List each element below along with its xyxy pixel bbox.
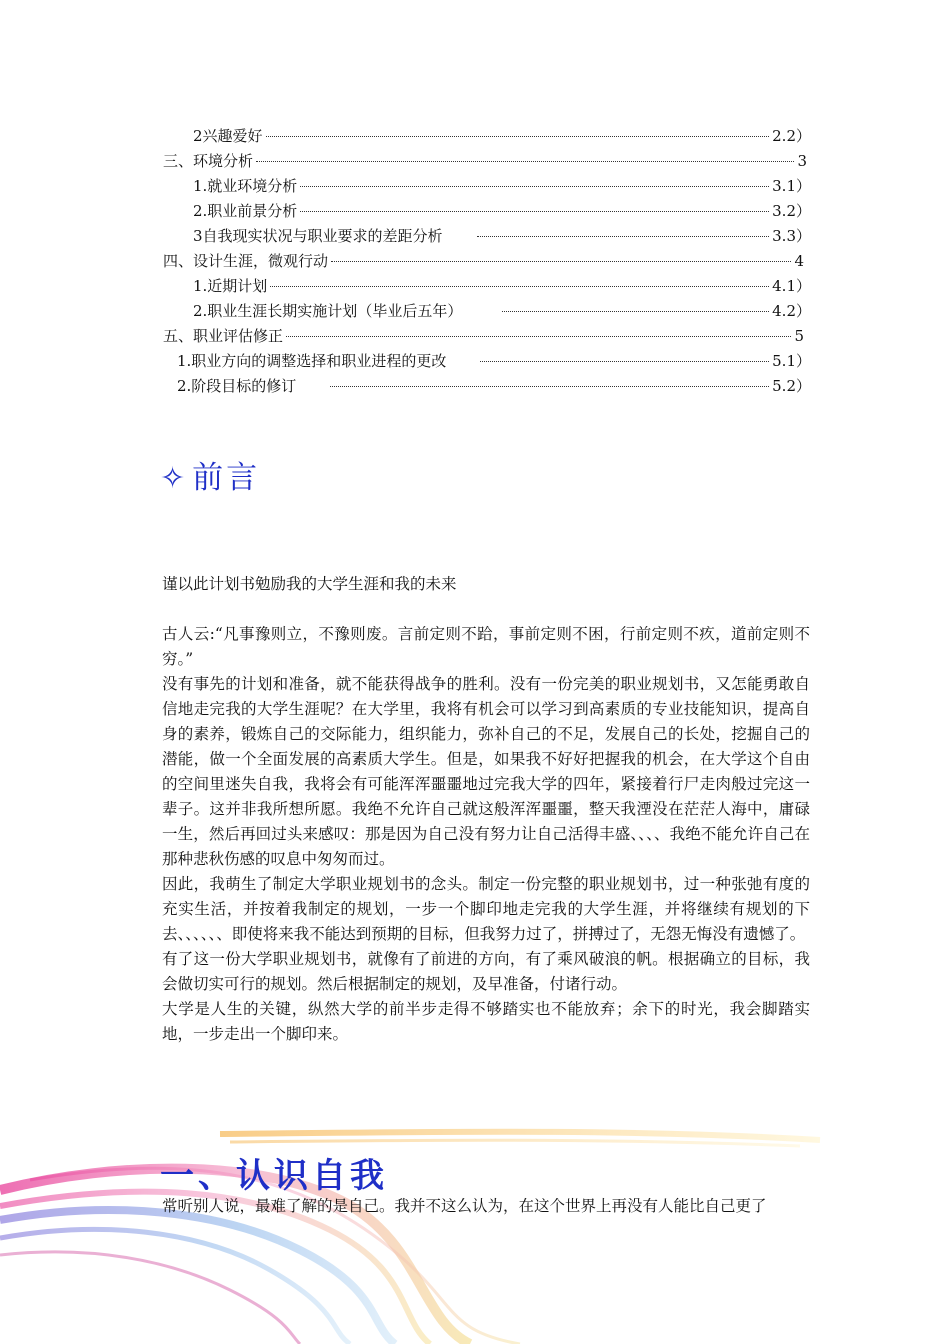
toc-leader-dots [480, 361, 769, 362]
toc-leader-dots [331, 261, 791, 262]
preface-dedication [162, 572, 810, 597]
sparkle-star-icon: ✧ [160, 461, 189, 496]
toc-leader-dots [300, 211, 769, 212]
toc-entry[interactable] [193, 301, 811, 323]
preface-body [162, 622, 810, 1047]
toc-entry[interactable] [177, 351, 811, 373]
toc-entry-page: 5.1） [772, 352, 811, 370]
toc-entry-page: 4.2） [772, 302, 811, 320]
toc-entry[interactable] [177, 376, 811, 398]
toc-leader-dots [256, 161, 794, 162]
toc-entry-title: 1.近期计划 [193, 277, 268, 295]
toc-leader-dots [330, 386, 769, 387]
preface-paragraph: 因此，我萌生了制定大学职业规划书的念头。制定一份完整的职业规划书，过一种张弛有度的充实生活，并按着我制定的规划，一步一个脚印地走完我的大学生涯，并将继续有规划的下去、、、、、、即使将来我不能达到预期的目标，但我努力过了，拼搏过了，无怨无悔没有遗憾了。 [162, 875, 810, 943]
toc-entry[interactable] [193, 276, 811, 298]
preface-title: 前言 [192, 460, 261, 496]
toc-entry-page: 2.2） [772, 127, 811, 145]
toc-entry-title: 2.职业生涯长期实施计划（毕业后五年） [193, 302, 463, 320]
toc-entry[interactable] [193, 226, 811, 248]
toc-entry-page: 4 [794, 252, 804, 270]
toc-entry-title: 三、环境分析 [163, 152, 254, 170]
toc-entry-page: 3.1） [772, 177, 811, 195]
toc-entry[interactable] [163, 326, 804, 348]
toc-entry-page: 4.1） [772, 277, 811, 295]
toc-entry-page: 3 [797, 152, 807, 170]
toc-leader-dots [286, 336, 791, 337]
preface-heading [160, 452, 260, 497]
toc-entry-title: 2兴趣爱好 [193, 127, 263, 145]
toc-entry-title: 3自我现实状况与职业要求的差距分析 [193, 227, 443, 245]
chapter-first-line: 常听别人说，最难了解的是自己。我并不这么认为，在这个世界上再没有人能比自己更了 [162, 1197, 767, 1215]
toc-entry[interactable] [163, 151, 807, 173]
toc-entry-page: 3.2） [772, 202, 811, 220]
toc-entry-title: 四、设计生涯，微观行动 [163, 252, 329, 270]
toc-leader-dots [502, 311, 769, 312]
preface-paragraph: 有了这一份大学职业规划书，就像有了前进的方向，有了乘风破浪的帆。根据确立的目标，我会做切实可行的规划。然后根据制定的规划，及早准备，付诸行动。 [162, 950, 810, 993]
chapter-heading: 一、认识自我 [160, 1156, 388, 1196]
toc-leader-dots [477, 236, 770, 237]
toc-entry-page: 3.3） [772, 227, 811, 245]
toc-leader-dots [300, 186, 769, 187]
toc-entry[interactable] [193, 176, 811, 198]
toc-entry-title: 2.职业前景分析 [193, 202, 298, 220]
toc-entry[interactable] [193, 126, 811, 148]
preface-paragraph: 大学是人生的关键，纵然大学的前半步走得不够踏实也不能放弃；余下的时光，我会脚踏实地，一步走出一个脚印来。 [162, 1000, 810, 1043]
toc-entry-title: 1.就业环境分析 [193, 177, 298, 195]
preface-paragraph: 古人云:“凡事豫则立，不豫则废。言前定则不跲，事前定则不困，行前定则不疚，道前定则不穷。” [162, 625, 810, 668]
preface-paragraph: 没有事先的计划和准备，就不能获得战争的胜利。没有一份完美的职业规划书，又怎能勇敢自信地走完我的大学生涯呢？在大学里，我将有机会可以学习到高素质的专业技能知识，提高自身的素养，锻炼自己的交际能力，组织能力，弥补自己的不足，发展自己的长处，挖掘自己的潜能，做一个全面发展的高素质大学生。但是，如果我不好好把握我的机会，在大学这个自由的空间里迷失自我，我将会有可能浑浑噩噩地过完我大学的四年，紧接着行尸走肉般过完这一辈子。这并非我所想所愿。我绝不允许自己就这般浑浑噩噩，整天我湮没在茫茫人海中，庸碌一生，然后再回过头来感叹：那是因为自己没有努力让自己活得丰盛、、、、我绝不能允许自己在那种悲秋伤感的叹息中匆匆而过。 [162, 675, 810, 868]
toc-entry-title: 2.阶段目标的修订 [177, 377, 297, 395]
toc-leader-dots [270, 286, 769, 287]
toc-entry-page: 5.2） [772, 377, 811, 395]
toc-entry-title: 1.职业方向的调整选择和职业进程的更改 [177, 352, 447, 370]
toc-entry[interactable] [193, 201, 811, 223]
toc-entry-title: 五、职业评估修正 [163, 327, 284, 345]
toc-entry-page: 5 [794, 327, 804, 345]
dedication-text: 谨以此计划书勉励我的大学生涯和我的未来 [162, 575, 457, 593]
toc-leader-dots [266, 136, 770, 137]
decorative-swirl-graphic [0, 1120, 950, 1344]
toc-entry[interactable] [163, 251, 804, 273]
